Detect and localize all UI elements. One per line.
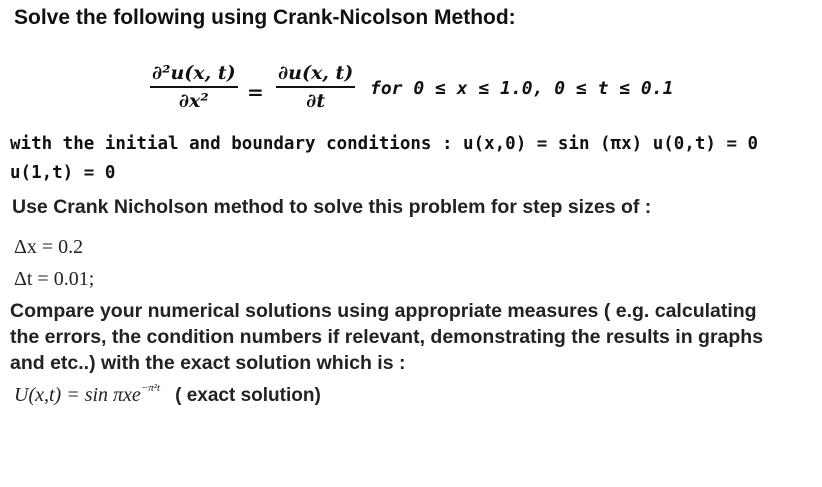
pde-lhs-fraction [150, 62, 238, 112]
pde-rhs-denominator: ∂t [306, 90, 326, 112]
pde-lhs-numerator: ∂²u(x, t) [152, 62, 236, 84]
conditions-line-2: u(1,t) = 0 [10, 163, 116, 183]
pde-rhs-numerator: ∂u(x, t) [278, 62, 354, 84]
compare-line-1: Compare your numerical solutions using appropriate measures ( e.g. calculating [10, 300, 757, 322]
pde-lhs-denominator: ∂x² [178, 90, 209, 112]
compare-line-2: the errors, the condition numbers if relevant, demonstrating the results in graphs [10, 326, 764, 348]
problem-title: Solve the following using Crank-Nicolson Method: [14, 6, 516, 29]
pde-domain-range: for 0 ≤ x ≤ 1.0, 0 ≤ t ≤ 0.1 [370, 78, 674, 99]
exact-solution [14, 384, 321, 407]
instruction-text: Use Crank Nicholson method to solve this problem for step sizes of : [12, 196, 652, 218]
exact-solution-formula: U(x,t) = sin πxe [14, 384, 141, 406]
compare-line-3: and etc..) with the exact solution which is : [10, 352, 406, 374]
exact-solution-note: ( exact solution) [175, 385, 321, 406]
compare-paragraph [10, 298, 810, 376]
step-size-dx: Δx = 0.2 [14, 236, 84, 258]
pde-equals: = [247, 80, 264, 104]
pde-rhs-fraction [276, 62, 355, 112]
conditions-line-1: with the initial and boundary conditions : u(x,0) = sin (πx) u(0,t) = 0 [10, 134, 759, 154]
step-size-dt: Δt = 0.01; [14, 268, 95, 290]
exact-solution-exponent: −π²t [140, 382, 161, 395]
